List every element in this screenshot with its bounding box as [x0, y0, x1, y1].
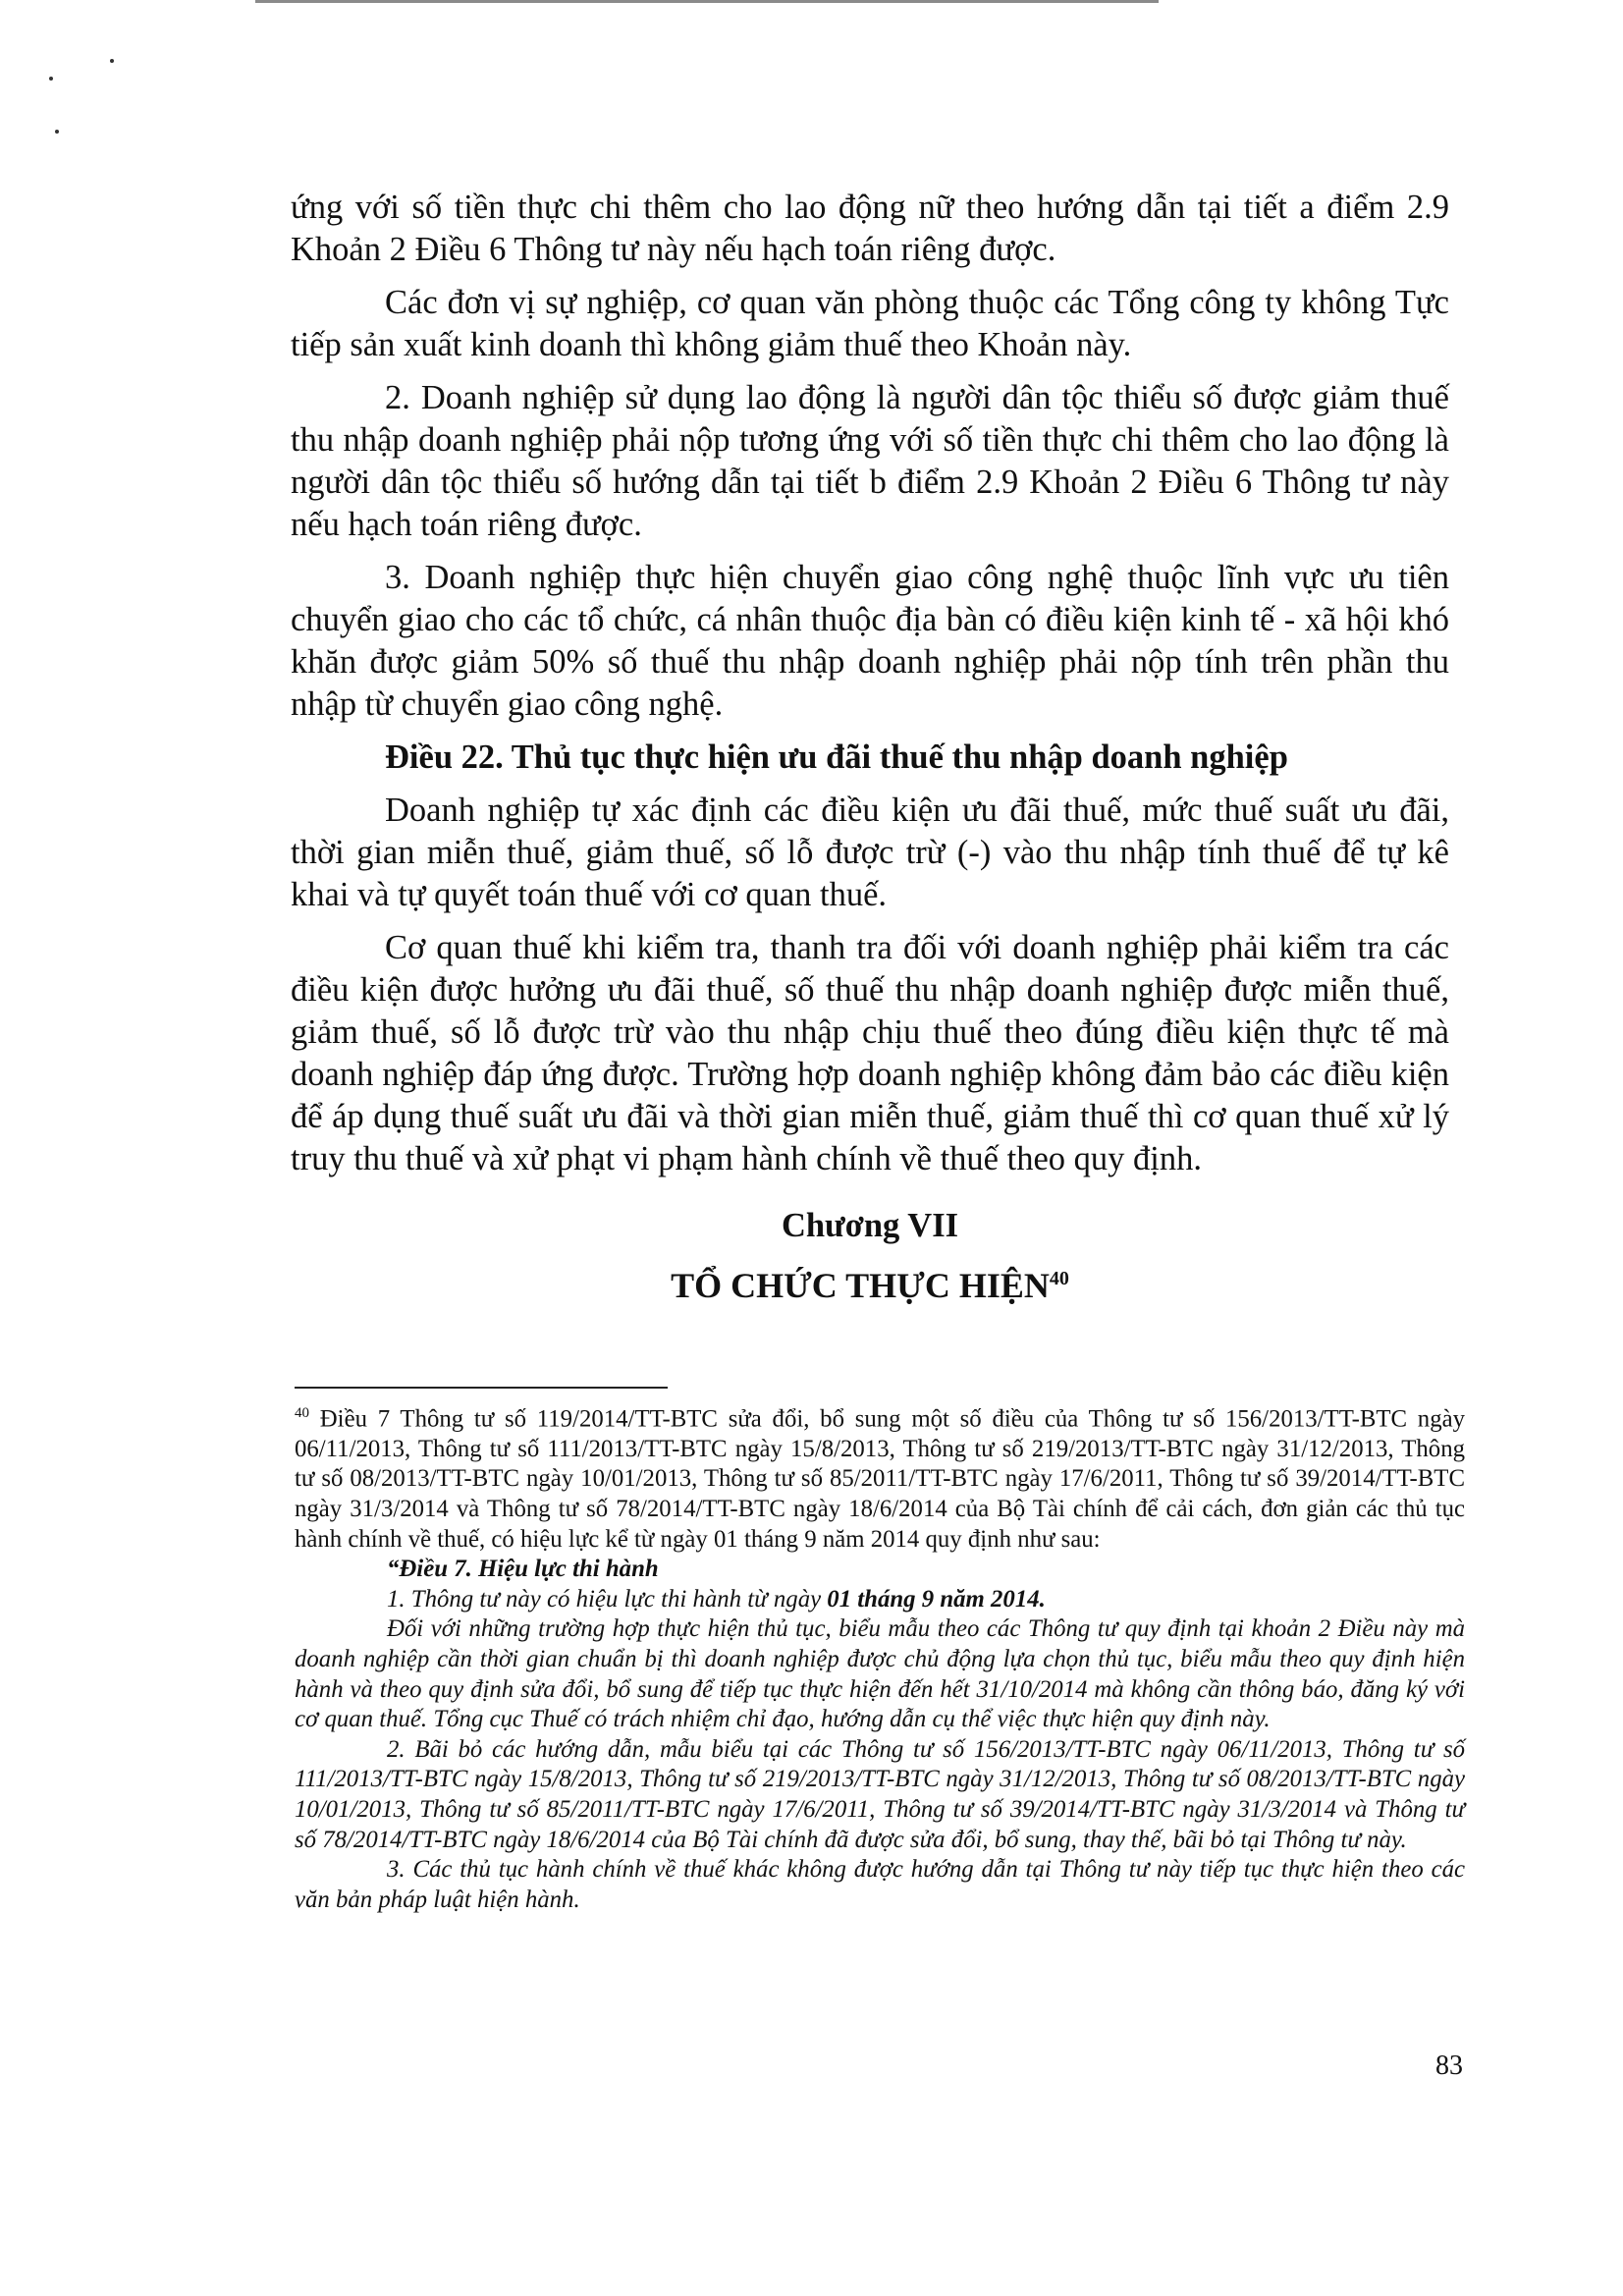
chapter-title — [291, 1251, 1449, 1313]
article-paragraph: Doanh nghiệp tự xác định các điều kiện ưu đãi thuế, mức thuế suất ưu đãi, thời gian miễn thuế, giảm thuế, số lỗ được trừ (-) vào thu nhập tính thuế để tự kê khai và tự quyết toán thuế với cơ quan thuế. — [291, 792, 1449, 913]
footnote-item-1-detail: Đối với những trường hợp thực hiện thủ tục, biểu mẫu theo các Thông tư quy định tại khoản 2 Điều này mà doanh nghiệp cần thời gian chuẩn bị thì doanh nghiệp được chủ động lựa chọn thủ tục, biểu mẫu theo quy định hiện hành và theo quy định sửa đổi, bổ sung để tiếp tục thực hiện đến hết 31/10/2014 mà không cần thông báo, đăng ký với cơ quan thuế. Tổng cục Thuế có trách nhiệm chỉ đạo, hướng dẫn cụ thể việc thực hiện quy định này. — [295, 1615, 1465, 1733]
article-paragraph: Cơ quan thuế khi kiểm tra, thanh tra đối với doanh nghiệp phải kiểm tra các điều kiện được hưởng ưu đãi thuế, số thuế thu nhập doanh nghiệp được miễn thuế, giảm thuế, số lỗ được trừ vào thu nhập chịu thuế theo đúng điều kiện thực tế mà doanh nghiệp đáp ứng được. Trường hợp doanh nghiệp không đảm bảo các điều kiện để áp dụng thuế suất ưu đãi và thời gian miễn thuế, giảm thuế thì cơ quan thuế xử lý truy thu thuế và xử phạt vi phạm hành chính về thuế theo quy định. — [291, 929, 1449, 1177]
footnote-item-2: 2. Bãi bỏ các hướng dẫn, mẫu biểu tại các Thông tư số 156/2013/TT-BTC ngày 06/11/2013, Thông tư số 111/2013/TT-BTC ngày 15/8/2013, Thông tư số 219/2013/TT-BTC ngày 31/12/2013, Thông tư số 08/2013/TT-BTC ngày 10/01/2013, Thông tư số 85/2011/TT-BTC ngày 17/6/2011, Thông tư số 39/2014/TT-BTC ngày 31/3/2014 và Thông tư số 78/2014/TT-BTC ngày 18/6/2014 của Bộ Tài chính đã được sửa đổi, bổ sung, thay thế, bãi bỏ tại Thông tư này. — [295, 1735, 1465, 1853]
scan-speck — [55, 130, 59, 134]
chapter-label: Chương VII — [781, 1207, 959, 1244]
scan-speck — [110, 59, 114, 63]
footnote-divider — [295, 1387, 668, 1389]
footnote-ref: 40 — [1049, 1268, 1069, 1289]
scan-edge-line — [255, 0, 1159, 3]
footnote-item-1-text: 1. Thông tư này có hiệu lực thi hành từ ngày — [387, 1585, 828, 1613]
page-number: 83 — [1435, 2050, 1463, 2081]
footnote-intro-text: Điều 7 Thông tư số 119/2014/TT-BTC sửa đổi, bổ sung một số điều của Thông tư số 156/2013/TT-BTC ngày 06/11/2013, Thông tư số 111/2013/TT-BTC ngày 15/8/2013, Thông tư số 219/2013/TT-BTC ngày 31/12/2013, Thông tư số 08/2013/TT-BTC ngày 10/01/2013, Thông tư số 85/2011/TT-BTC ngày 17/6/2011, Thông tư số 39/2014/TT-BTC ngày 31/3/2014 và Thông tư số 78/2014/TT-BTC ngày 18/6/2014 của Bộ Tài chính để cải cách, đơn giản các thủ tục hành chính về thuế, có hiệu lực kể từ ngày 01 tháng 9 năm 2014 quy định như sau: — [295, 1405, 1466, 1553]
footnote-quote-heading: “Điều 7. Hiệu lực thi hành — [387, 1556, 659, 1583]
paragraph: Các đơn vị sự nghiệp, cơ quan văn phòng thuộc các Tổng công ty không Tực tiếp sản xuất kinh doanh thì không giảm thuế theo Khoản này. — [291, 284, 1449, 363]
footnote-item-1-date: 01 tháng 9 năm 2014. — [827, 1585, 1046, 1613]
footnote — [295, 1398, 1465, 1915]
main-text — [291, 187, 1449, 1313]
footnote-item-1 — [295, 1585, 1465, 1615]
paragraph-continuation: ứng với số tiền thực chi thêm cho lao động nữ theo hướng dẫn tại tiết a điểm 2.9 Khoản 2 Điều 6 Thông tư này nếu hạch toán riêng được. — [291, 189, 1449, 268]
footnote-item-3: 3. Các thủ tục hành chính về thuế khác không được hướng dẫn tại Thông tư này tiếp tục thực hiện theo các văn bản pháp luật hiện hành. — [295, 1856, 1465, 1913]
scan-speck — [49, 77, 53, 81]
paragraph-item-2: 2. Doanh nghiệp sử dụng lao động là người dân tộc thiểu số được giảm thuế thu nhập doanh nghiệp phải nộp tương ứng với số tiền thực chi thêm cho lao động là người dân tộc thiểu số hướng dẫn tại tiết b điểm 2.9 Khoản 2 Điều 6 Thông tư này nếu hạch toán riêng được. — [291, 379, 1449, 543]
paragraph-item-3: 3. Doanh nghiệp thực hiện chuyển giao công nghệ thuộc lĩnh vực ưu tiên chuyển giao cho các tổ chức, cá nhân thuộc địa bàn có điều kiện kinh tế - xã hội khó khăn được giảm 50% số thuế thu nhập doanh nghiệp phải nộp tính trên phần thu nhập từ chuyển giao công nghệ. — [291, 559, 1449, 723]
chapter-title-text: TỔ CHỨC THỰC HIỆN — [671, 1266, 1050, 1305]
article-heading: Điều 22. Thủ tục thực hiện ưu đãi thuế thu nhập doanh nghiệp — [385, 738, 1288, 776]
footnote-intro — [295, 1398, 1465, 1555]
footnote-number: 40 — [295, 1405, 309, 1421]
